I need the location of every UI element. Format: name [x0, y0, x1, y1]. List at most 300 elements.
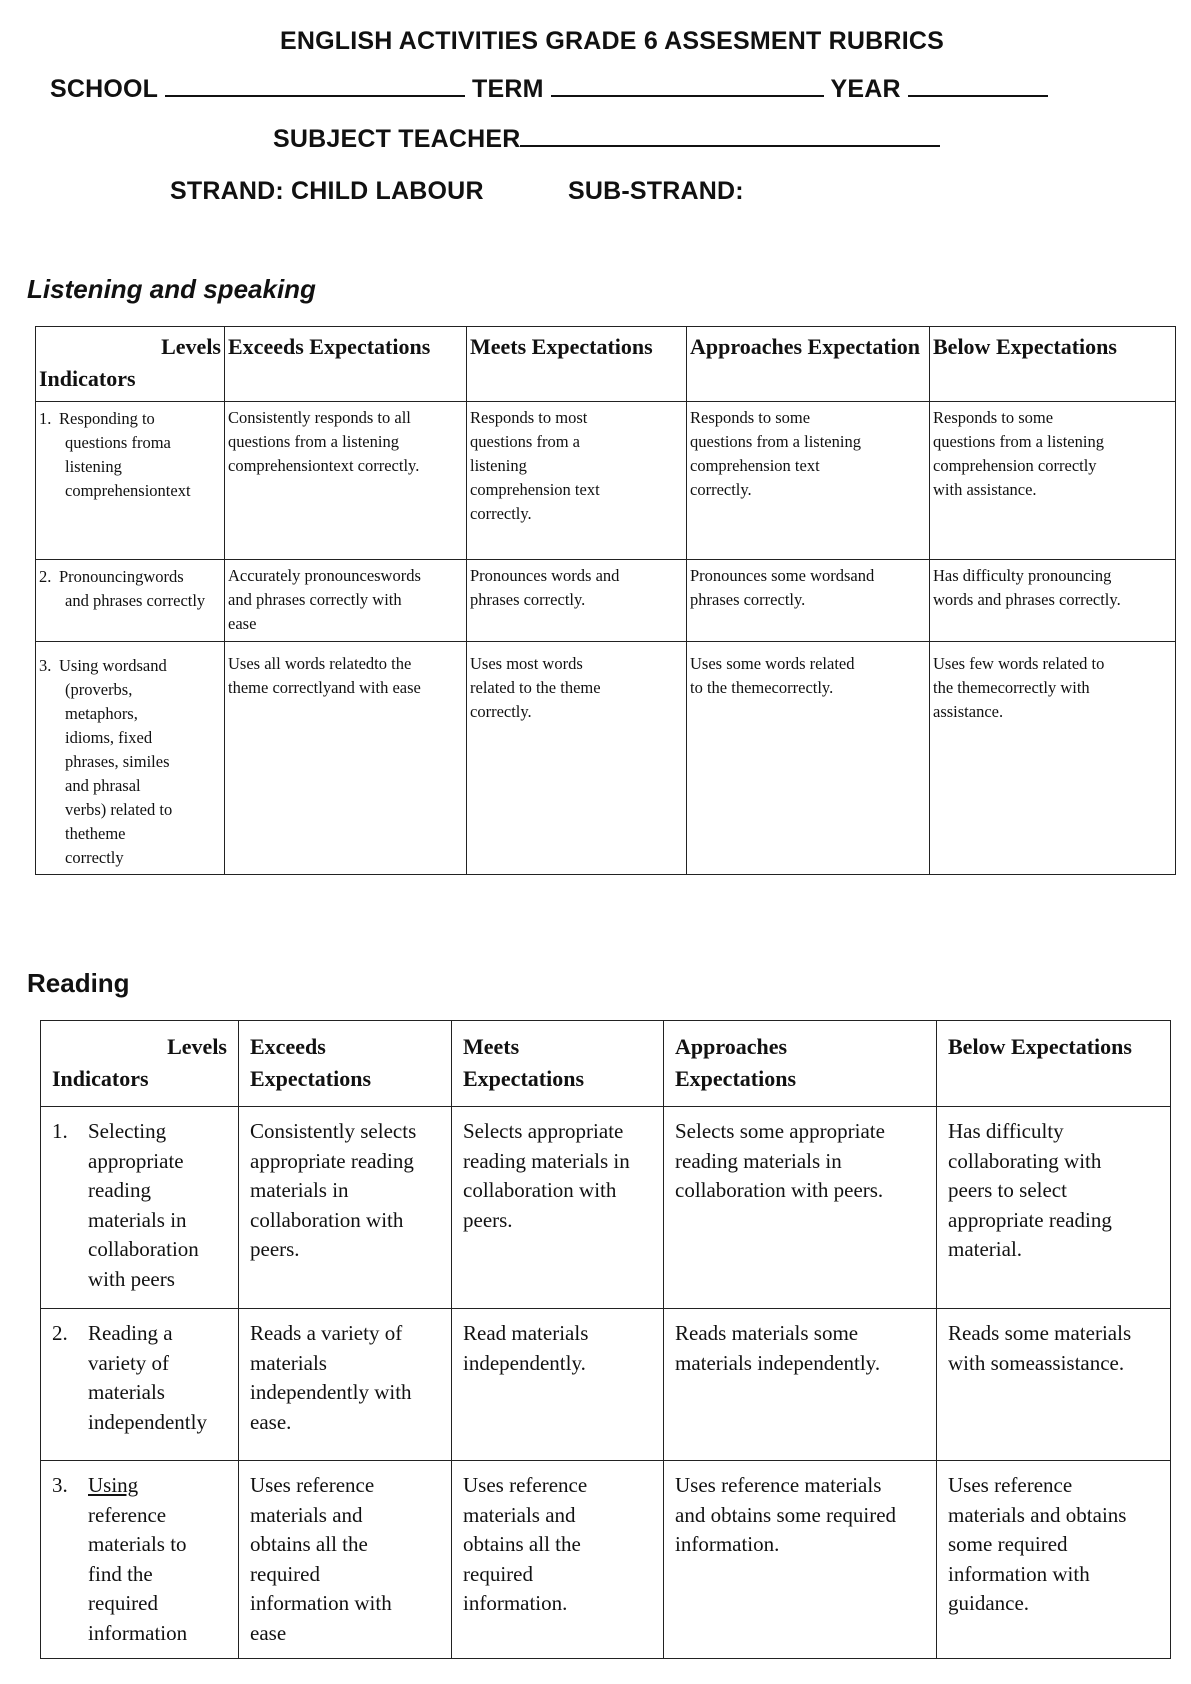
line-text: questions froma: [65, 433, 171, 452]
line-text: Approaches: [675, 1034, 788, 1059]
line-text: questions from a listening: [933, 432, 1104, 451]
cell-line: [470, 700, 683, 724]
line-text: information with: [250, 1591, 392, 1615]
levels-label: Levels: [161, 334, 221, 359]
below-cell: [930, 402, 1176, 560]
cell-line: [675, 1471, 925, 1501]
line-text: Pronounces words and: [470, 566, 620, 585]
listening-rubric-table: [35, 326, 1176, 875]
cell-line: [250, 1206, 440, 1236]
cell-line: [250, 1619, 440, 1649]
cell-line: [39, 589, 221, 613]
cell-line: [463, 1063, 652, 1095]
levels-indicators-header: [36, 327, 225, 402]
line-text: phrases correctly.: [690, 590, 806, 609]
cell-line: [675, 1349, 925, 1379]
line-text: independently: [88, 1409, 207, 1434]
levels-label: Levels: [167, 1034, 227, 1059]
cell-line: [470, 676, 683, 700]
table-row: [41, 1461, 1171, 1659]
column-header: Exceeds Expectations: [225, 327, 467, 402]
cell-line: [250, 1117, 440, 1147]
column-header: [937, 1021, 1171, 1107]
line-text: Uses some words related: [690, 654, 855, 673]
line-text: with assistance.: [933, 480, 1037, 499]
cell-line: [250, 1176, 440, 1206]
line-text: words and phrases correctly.: [933, 590, 1121, 609]
cell-line: [39, 822, 221, 846]
below-cell: [937, 1461, 1171, 1659]
school-blank[interactable]: [165, 75, 465, 97]
line-text: ease: [250, 1620, 287, 1645]
line-text: Uses all words relatedto the: [228, 654, 412, 673]
cell-line: [675, 1501, 925, 1531]
line-text: materials independently.: [675, 1350, 881, 1375]
line-text: comprehensiontext: [65, 481, 191, 500]
cell-line: [39, 798, 221, 822]
cell-line: [948, 1176, 1159, 1206]
cell-line: [52, 1471, 227, 1501]
line-text: materials: [250, 1350, 327, 1375]
cell-line: [690, 676, 926, 700]
exceeds-cell: [239, 1309, 452, 1461]
cell-line: [948, 1117, 1159, 1147]
line-text: to the themecorrectly.: [690, 678, 834, 697]
cell-line: [228, 430, 463, 454]
cell-line: [675, 1063, 925, 1095]
table-header-row: [36, 327, 1176, 402]
cell-line: [39, 431, 221, 455]
line-text: metaphors,: [65, 704, 138, 723]
line-text: comprehension text: [470, 480, 600, 499]
line-text: Expectations: [463, 1066, 584, 1091]
cell-line: [39, 455, 221, 479]
line-text: reference: [88, 1502, 167, 1527]
line-text: phrases correctly.: [470, 590, 586, 609]
indicator-number: 1.: [39, 409, 52, 428]
column-header: [239, 1021, 452, 1107]
line-text: Meets: [463, 1034, 520, 1059]
line-text: comprehensiontext correctly.: [228, 456, 420, 475]
line-text: materials to: [88, 1532, 187, 1556]
line-text: and phrases correctly with: [228, 590, 402, 609]
line-text: comprehension correctly: [933, 456, 1097, 475]
cell-line: [463, 1589, 652, 1619]
line-text: Read materials: [463, 1321, 589, 1345]
line-text: with peers: [88, 1266, 175, 1291]
line-text: ease.: [250, 1409, 292, 1434]
cell-line: [470, 454, 683, 478]
cell-line: [690, 430, 926, 454]
cell-line: [250, 1378, 440, 1408]
cell-line: [52, 1176, 227, 1206]
line-text: collaboration with: [250, 1207, 404, 1232]
exceeds-cell: [225, 560, 467, 642]
cell-line: [690, 454, 926, 478]
line-text: Reads materials some: [675, 1321, 859, 1345]
cell-line: [250, 1031, 440, 1063]
line-text: thetheme: [65, 824, 126, 843]
cell-line: [948, 1501, 1159, 1531]
line-text: Pronouncingwords: [59, 567, 184, 586]
cell-line: [948, 1530, 1159, 1560]
teacher-blank[interactable]: [520, 125, 940, 147]
cell-line: [675, 1031, 925, 1063]
cell-line: [948, 1319, 1159, 1349]
line-text: Uses reference: [250, 1473, 375, 1497]
cell-line: [470, 478, 683, 502]
reading-rubric-table: [40, 1020, 1171, 1659]
line-text: Uses most words: [470, 654, 583, 673]
term-label: TERM: [472, 75, 544, 103]
teacher-line: [273, 125, 940, 154]
cell-line: [933, 700, 1172, 724]
line-text: Uses few words related to: [933, 654, 1105, 673]
cell-line: [52, 1378, 227, 1408]
cell-line: [52, 1530, 227, 1560]
indicator-number: 2.: [39, 567, 52, 586]
cell-line: [52, 1117, 227, 1147]
reading-section-title: Reading: [27, 968, 130, 998]
cell-line: [39, 774, 221, 798]
line-text: material.: [948, 1237, 1023, 1261]
column-header: Meets Expectations: [467, 327, 687, 402]
levels-indicators-header: [41, 1021, 239, 1107]
line-text: phrases, similes: [65, 752, 170, 771]
year-blank[interactable]: [908, 75, 1048, 97]
table-row: [36, 642, 1176, 875]
line-text: Exceeds: [250, 1034, 326, 1059]
line-text: Selects some appropriate: [675, 1119, 885, 1143]
strand-line: [170, 177, 744, 206]
cell-line: [250, 1319, 440, 1349]
cell-line: [228, 588, 463, 612]
cell-line: [470, 588, 683, 612]
line-text: Has difficulty: [948, 1119, 1064, 1143]
line-text: reading materials in: [463, 1148, 630, 1173]
meets-cell: [452, 1461, 664, 1659]
below-cell: [937, 1309, 1171, 1461]
cell-line: [463, 1319, 652, 1349]
line-text: theme correctlyand with ease: [228, 678, 421, 697]
cell-line: [228, 406, 463, 430]
table-row: [36, 402, 1176, 560]
cell-line: [228, 564, 463, 588]
line-text: information.: [463, 1591, 568, 1615]
line-text: questions from a listening: [228, 432, 399, 451]
cell-line: [250, 1471, 440, 1501]
line-text: Consistently selects: [250, 1119, 417, 1143]
cell-line: [250, 1560, 440, 1590]
cell-line: [948, 1206, 1159, 1236]
line-text: Has difficulty pronouncing: [933, 566, 1112, 585]
line-text: questions from a: [470, 432, 580, 451]
cell-line: [250, 1408, 440, 1438]
line-text: correctly: [65, 848, 124, 867]
line-text: find the: [88, 1561, 153, 1586]
line-text: Selecting: [88, 1119, 167, 1143]
cell-line: [463, 1560, 652, 1590]
cell-line: [52, 1147, 227, 1177]
table-header-row: [41, 1021, 1171, 1107]
line-text: collaboration with peers.: [675, 1178, 884, 1202]
cell-line: [948, 1560, 1159, 1590]
cell-line: [470, 406, 683, 430]
approaches-cell: [664, 1461, 937, 1659]
cell-line: [463, 1176, 652, 1206]
line-text: appropriate reading: [250, 1148, 414, 1173]
indicator-number: 3.: [39, 656, 52, 675]
cell-line: [948, 1349, 1159, 1379]
cell-line: [470, 430, 683, 454]
cell-line: [933, 430, 1172, 454]
cell-line: [52, 1349, 227, 1379]
line-text: Reading a: [88, 1321, 173, 1345]
line-text: Accurately pronounceswords: [228, 566, 421, 585]
line-text: information: [88, 1620, 188, 1645]
cell-line: [675, 1530, 925, 1560]
line-text: Expectations: [675, 1066, 796, 1091]
approaches-cell: [687, 560, 930, 642]
indicator-cell: [41, 1461, 239, 1659]
line-text: materials and: [463, 1502, 576, 1527]
table-row: [41, 1309, 1171, 1461]
cell-line: [690, 478, 926, 502]
term-blank[interactable]: [551, 75, 824, 97]
line-text: Responds to most: [470, 408, 588, 427]
line-text: correctly.: [470, 504, 532, 523]
cell-line: [52, 1408, 227, 1438]
indicator-cell: [36, 560, 225, 642]
line-text: materials in: [250, 1178, 349, 1202]
cell-line: [675, 1147, 925, 1177]
exceeds-cell: [225, 402, 467, 560]
line-text: (proverbs,: [65, 680, 133, 699]
line-text: and phrasal: [65, 776, 141, 795]
cell-line: [933, 588, 1172, 612]
cell-line: [470, 652, 683, 676]
below-cell: [930, 560, 1176, 642]
cell-line: [52, 1235, 227, 1265]
cell-line: [690, 652, 926, 676]
line-text: Using: [88, 1473, 139, 1497]
cell-line: [948, 1235, 1159, 1265]
line-text: idioms, fixed: [65, 728, 153, 747]
strand-label: STRAND: CHILD LABOUR: [170, 177, 484, 205]
line-text: collaboration with: [463, 1178, 617, 1202]
cell-line: [39, 407, 221, 431]
line-text: guidance.: [948, 1591, 1030, 1615]
cell-line: [463, 1471, 652, 1501]
line-text: peers to select: [948, 1178, 1067, 1202]
cell-line: [52, 1619, 227, 1649]
line-text: with someassistance.: [948, 1350, 1125, 1375]
cell-line: [250, 1147, 440, 1177]
cell-line: [52, 1206, 227, 1236]
line-text: collaboration: [88, 1237, 199, 1261]
line-text: information with: [948, 1561, 1090, 1586]
cell-line: [948, 1471, 1159, 1501]
cell-line: [933, 454, 1172, 478]
line-text: assistance.: [933, 702, 1004, 721]
line-text: Using wordsand: [59, 656, 167, 675]
column-header: Approaches Expectation: [687, 327, 930, 402]
cell-line: [948, 1589, 1159, 1619]
document-title: ENGLISH ACTIVITIES GRADE 6 ASSESMENT RUBRICS: [280, 27, 944, 55]
cell-line: [228, 676, 463, 700]
column-header: [452, 1021, 664, 1107]
line-text: ease: [228, 614, 257, 633]
line-text: required: [88, 1591, 158, 1615]
column-header: Below Expectations: [930, 327, 1176, 402]
line-text: materials and: [250, 1502, 363, 1527]
line-text: correctly.: [690, 480, 752, 499]
cell-line: [463, 1530, 652, 1560]
cell-line: [39, 565, 221, 589]
line-text: Uses reference materials: [675, 1473, 882, 1497]
cell-line: [39, 678, 221, 702]
cell-line: [690, 588, 926, 612]
cell-line: [463, 1501, 652, 1531]
line-text: Responding to: [59, 409, 155, 428]
line-text: obtains all the: [463, 1532, 581, 1556]
cell-line: [228, 652, 463, 676]
line-text: obtains all the: [250, 1532, 368, 1556]
line-text: peers.: [463, 1207, 513, 1232]
line-text: independently with: [250, 1380, 412, 1404]
line-text: Uses reference: [948, 1473, 1073, 1497]
exceeds-cell: [239, 1107, 452, 1309]
line-text: materials and obtains: [948, 1502, 1127, 1527]
year-label: YEAR: [830, 75, 901, 103]
meets-cell: [467, 560, 687, 642]
indicators-label: Indicators: [52, 1066, 149, 1091]
line-text: Below Expectations: [948, 1034, 1132, 1059]
cell-line: [250, 1063, 440, 1095]
below-cell: [930, 642, 1176, 875]
cell-line: [933, 478, 1172, 502]
meets-cell: [452, 1309, 664, 1461]
approaches-cell: [664, 1107, 937, 1309]
cell-line: [463, 1349, 652, 1379]
approaches-cell: [687, 402, 930, 560]
cell-line: [675, 1319, 925, 1349]
approaches-cell: [687, 642, 930, 875]
line-text: Responds to some: [690, 408, 811, 427]
cell-line: [52, 1589, 227, 1619]
line-text: comprehension text: [690, 456, 820, 475]
line-text: variety of: [88, 1350, 170, 1375]
line-text: independently.: [463, 1350, 586, 1375]
line-text: appropriate: [88, 1148, 184, 1173]
cell-line: [690, 406, 926, 430]
school-line: [50, 75, 1048, 104]
cell-line: [463, 1206, 652, 1236]
line-text: Reads some materials: [948, 1321, 1132, 1345]
cell-line: [228, 454, 463, 478]
indicator-number: 2.: [52, 1321, 68, 1345]
cell-line: [250, 1235, 440, 1265]
cell-line: [470, 502, 683, 526]
line-text: Consistently responds to all: [228, 408, 411, 427]
meets-cell: [452, 1107, 664, 1309]
cell-line: [948, 1147, 1159, 1177]
indicator-number: 3.: [52, 1473, 68, 1497]
school-label: SCHOOL: [50, 75, 158, 103]
indicators-label: Indicators: [39, 366, 136, 391]
line-text: appropriate reading: [948, 1207, 1112, 1232]
cell-line: [470, 564, 683, 588]
line-text: some required: [948, 1532, 1068, 1556]
line-text: verbs) related to: [65, 800, 173, 819]
cell-line: [39, 479, 221, 503]
line-text: and phrases correctly: [65, 591, 206, 610]
line-text: reading: [88, 1178, 151, 1202]
cell-line: [463, 1031, 652, 1063]
line-text: reading materials in: [675, 1148, 842, 1173]
cell-line: [463, 1117, 652, 1147]
cell-line: [39, 750, 221, 774]
cell-line: [675, 1176, 925, 1206]
cell-line: [39, 846, 221, 870]
cell-line: [52, 1265, 227, 1295]
meets-cell: [467, 402, 687, 560]
line-text: materials: [88, 1380, 165, 1404]
line-text: Reads a variety of: [250, 1321, 403, 1345]
cell-line: [933, 676, 1172, 700]
line-text: information.: [675, 1532, 780, 1556]
line-text: Expectations: [250, 1066, 371, 1091]
line-text: Uses reference: [463, 1473, 588, 1497]
line-text: and obtains some required: [675, 1502, 897, 1527]
indicator-cell: [36, 402, 225, 560]
table-row: [36, 560, 1176, 642]
cell-line: [250, 1589, 440, 1619]
cell-line: [933, 564, 1172, 588]
substrand-label: SUB-STRAND:: [568, 177, 744, 205]
cell-line: [250, 1349, 440, 1379]
line-text: listening: [470, 456, 527, 475]
indicator-cell: [41, 1309, 239, 1461]
line-text: questions from a listening: [690, 432, 861, 451]
cell-line: [228, 612, 463, 636]
column-header: [664, 1021, 937, 1107]
cell-line: [933, 406, 1172, 430]
cell-line: [933, 652, 1172, 676]
line-text: materials in: [88, 1207, 187, 1232]
line-text: listening: [65, 457, 122, 476]
cell-line: [948, 1031, 1159, 1063]
line-text: correctly.: [470, 702, 532, 721]
cell-line: [39, 702, 221, 726]
below-cell: [937, 1107, 1171, 1309]
cell-line: [39, 726, 221, 750]
table-row: [41, 1107, 1171, 1309]
approaches-cell: [664, 1309, 937, 1461]
indicator-cell: [36, 642, 225, 875]
line-text: required: [463, 1561, 533, 1586]
line-text: related to the theme: [470, 678, 601, 697]
line-text: the themecorrectly with: [933, 678, 1090, 697]
listening-section-title: Listening and speaking: [27, 274, 316, 304]
line-text: required: [250, 1561, 320, 1586]
cell-line: [690, 564, 926, 588]
meets-cell: [467, 642, 687, 875]
line-text: Pronounces some wordsand: [690, 566, 875, 585]
teacher-label: SUBJECT TEACHER: [273, 125, 521, 153]
exceeds-cell: [239, 1461, 452, 1659]
cell-line: [675, 1117, 925, 1147]
